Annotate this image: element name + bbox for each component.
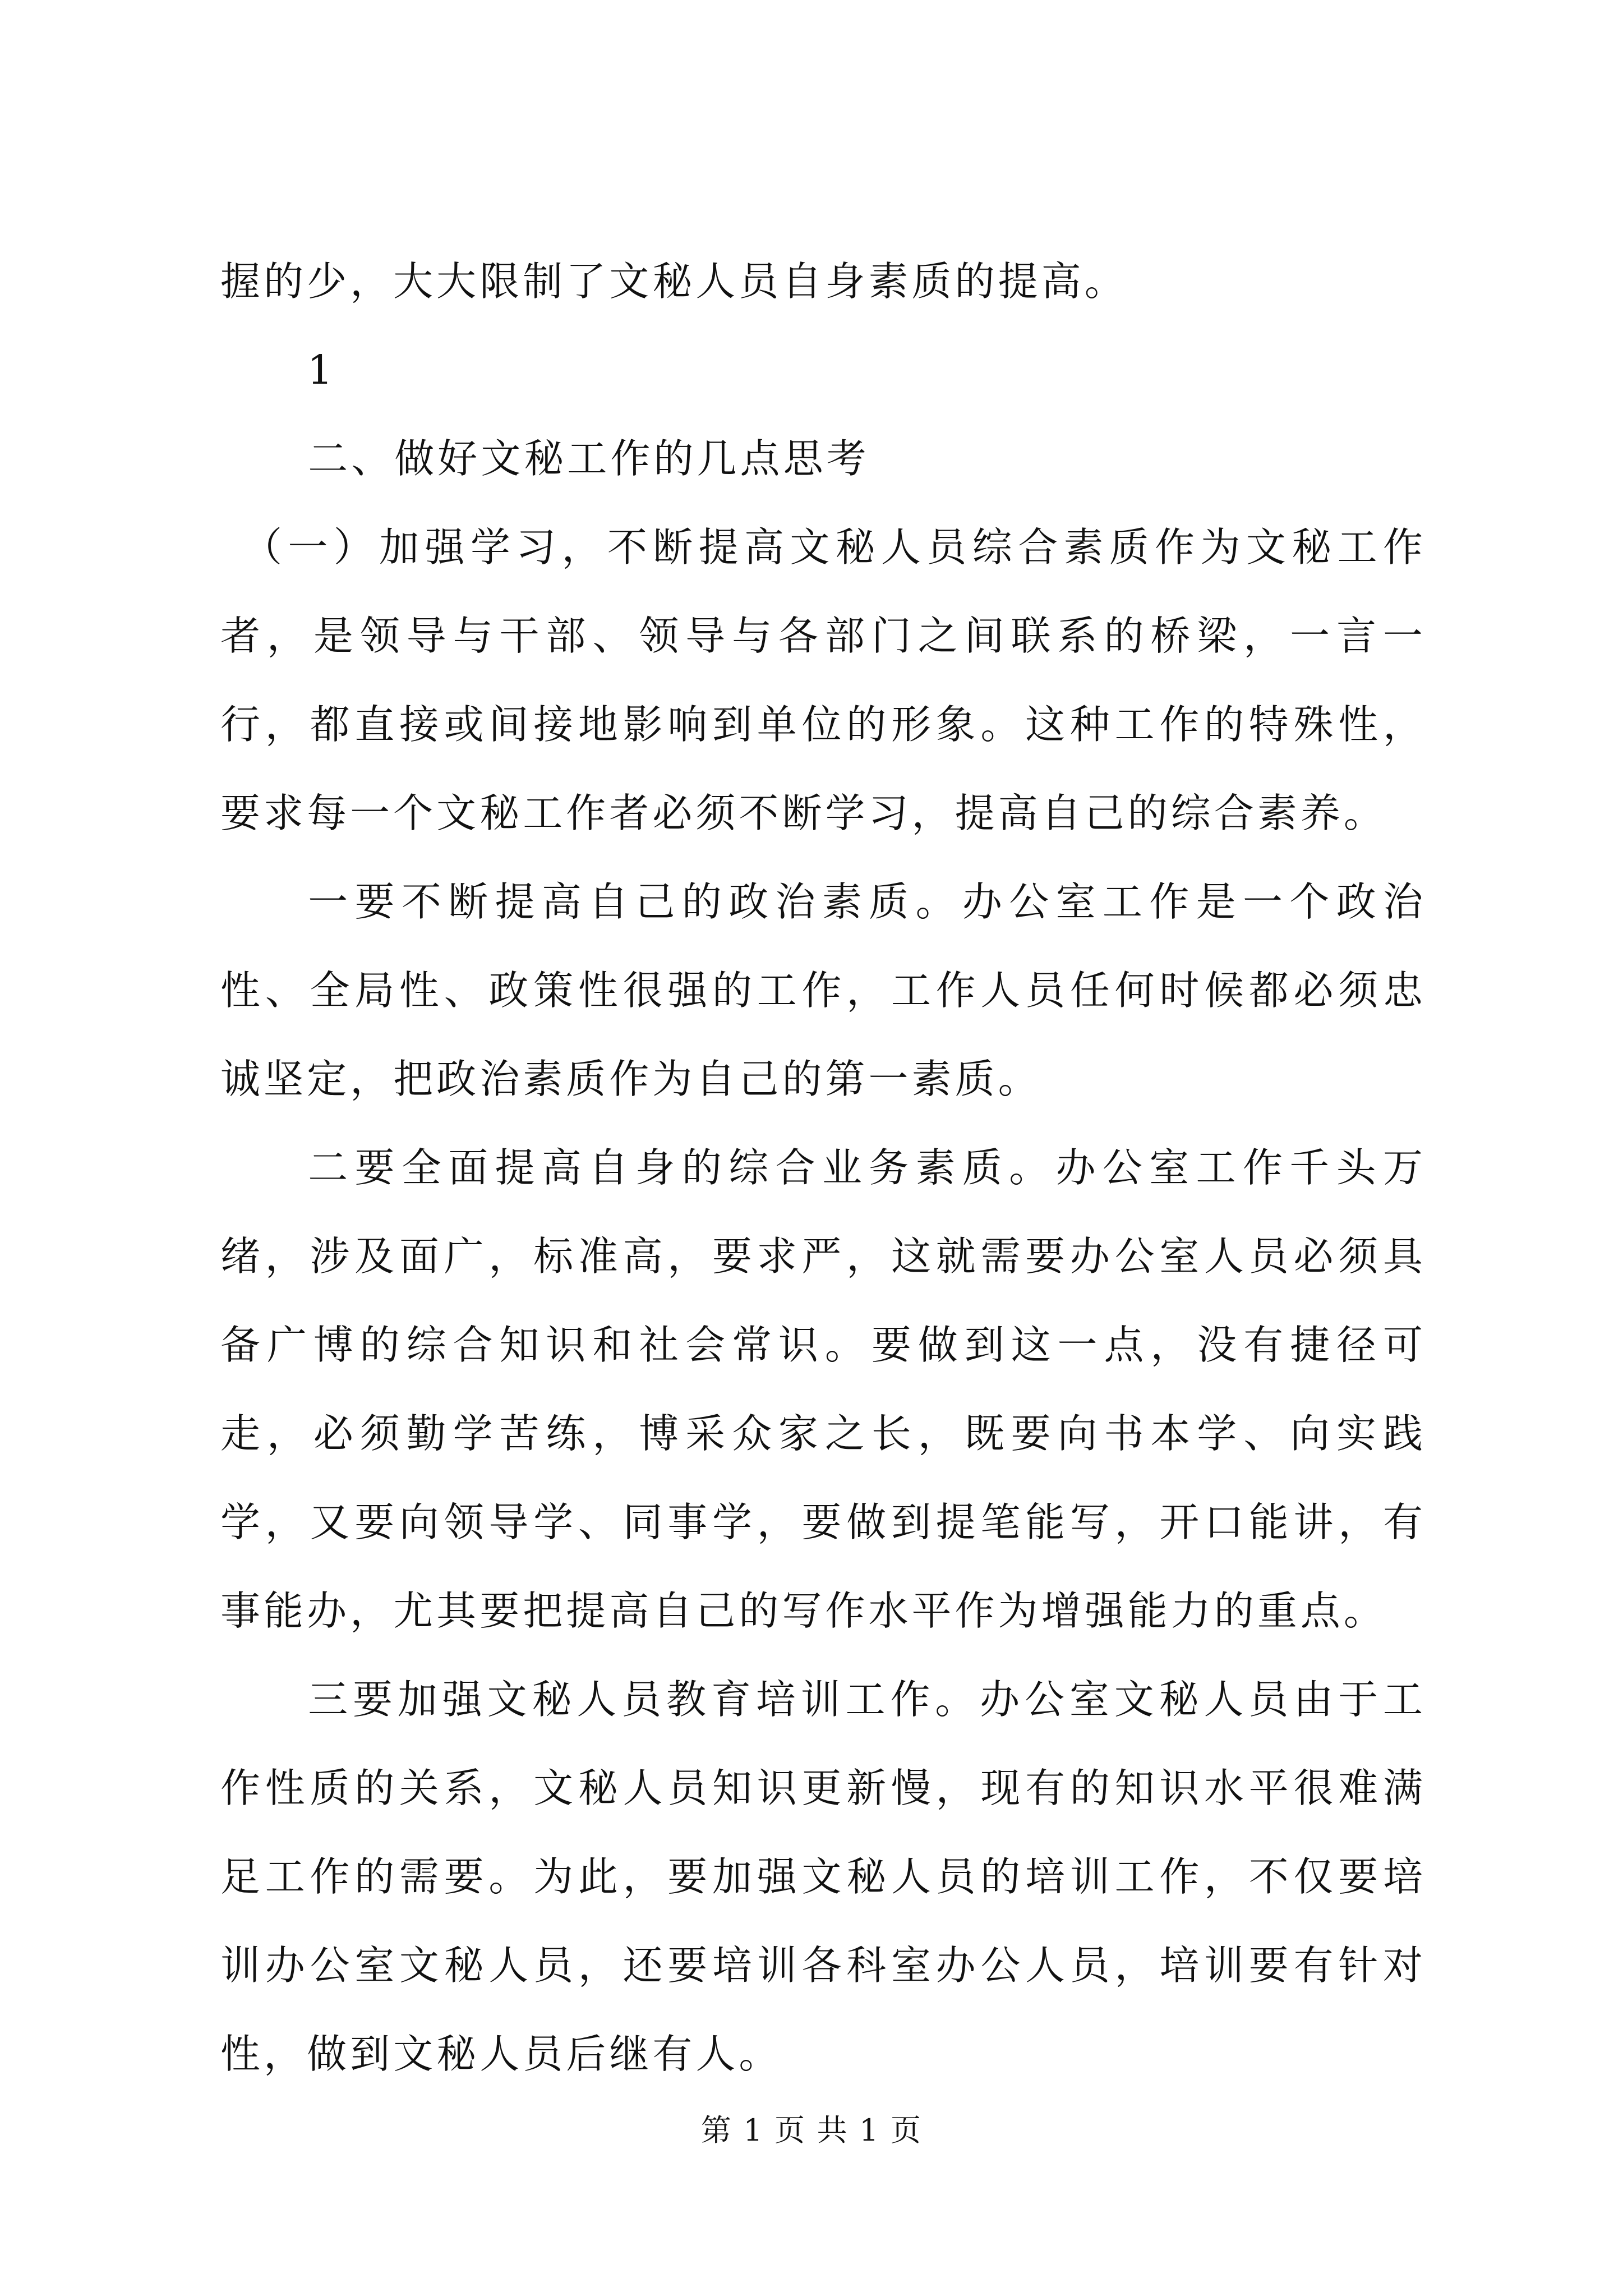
document-body (220, 237, 1426, 2099)
paragraph-continuation: 握的少，大大限制了文秘人员自身素质的提高。 (220, 258, 1128, 305)
paragraph-political-quality: 一要不断提高自己的政治素质。办公室工作是一个政治性、全局性、政策性很强的工作，工作人员任何时候都必须忠诚坚定，把政治素质作为自己的第一素质。 (220, 878, 1426, 1102)
paragraph-training: 三要加强文秘人员教育培训工作。办公室文秘人员由于工作性质的关系，文秘人员知识更新慢，现有的知识水平很难满足工作的需要。为此，要加强文秘人员的培训工作，不仅要培训办公室文秘人员，还要培训各科室办公人员，培训要有针对性，做到文秘人员后继有人。 (220, 1676, 1426, 2077)
paragraph-business-quality: 二要全面提高自身的综合业务素质。办公室工作千头万绪，涉及面广，标准高，要求严，这就需要办公室人员必须具备广博的综合知识和社会常识。要做到这一点，没有捷径可走，必须勤学苦练，博采众家之长，既要向书本学、向实践学，又要向领导学、同事学，要做到提笔能写，开口能讲，有事能办，尤其要把提高自己的写作水平作为增强能力的重点。 (220, 1144, 1426, 1634)
page-footer: 第 1 页 共 1 页 (700, 2113, 923, 2148)
paragraph-learning: （一）加强学习，不断提高文秘人员综合素质作为文秘工作者，是领导与干部、领导与各部门之间联系的桥梁，一言一行，都直接或间接地影响到单位的形象。这种工作的特殊性，要求每一个文秘工作者必须不断学习，提高自己的综合素养。 (220, 524, 1426, 836)
inline-page-number: 1 (307, 347, 333, 393)
section-heading: 二、做好文秘工作的几点思考 (308, 435, 870, 482)
